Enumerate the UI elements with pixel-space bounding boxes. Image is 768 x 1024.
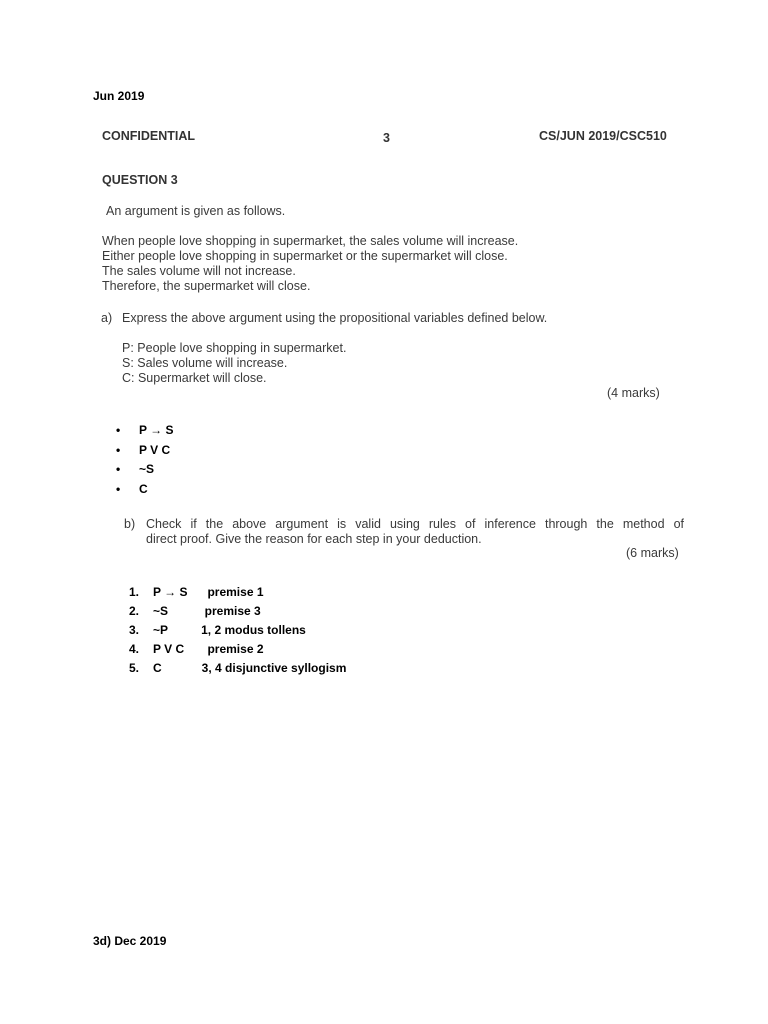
variable-p: P: People love shopping in supermarket. xyxy=(122,341,347,355)
variable-s: S: Sales volume will increase. xyxy=(122,356,288,370)
argument-line: Either people love shopping in supermarket or the supermarket will close. xyxy=(102,249,508,263)
argument-line: When people love shopping in supermarket, the sales volume will increase. xyxy=(102,234,519,248)
answer-a-list xyxy=(116,421,174,499)
header-confidential: CONFIDENTIAL xyxy=(102,129,196,143)
part-b-text-line2: direct proof. Give the reason for each step in your deduction. xyxy=(146,532,482,546)
list-item: • P → S xyxy=(116,423,174,437)
part-b-marks: (6 marks) xyxy=(626,546,679,560)
proof-step: 3. ~P 1, 2 modus tollens xyxy=(129,623,306,637)
part-b-label: b) xyxy=(124,517,136,531)
part-a-marks: (4 marks) xyxy=(607,386,660,400)
part-b-text-line1: Check if the above argument is valid using rules of inference through the method of xyxy=(146,517,684,531)
proof-step: 5. C 3, 4 disjunctive syllogism xyxy=(129,661,347,675)
argument-line: The sales volume will not increase. xyxy=(102,264,296,278)
question-heading: QUESTION 3 xyxy=(102,173,178,187)
proof-step: 2. ~S premise 3 xyxy=(129,604,261,618)
date-label-top: Jun 2019 xyxy=(93,89,145,103)
part-a-label: a) xyxy=(101,311,113,325)
list-item: • C xyxy=(116,481,148,496)
header-page-number: 3 xyxy=(383,131,390,145)
list-item: • ~S xyxy=(116,462,155,476)
header-course-code: CS/JUN 2019/CSC510 xyxy=(539,129,667,143)
list-item: • P V C xyxy=(116,442,171,457)
date-label-bottom: 3d) Dec 2019 xyxy=(93,934,167,948)
proof-step: 1. P → S premise 1 xyxy=(129,585,264,599)
proof-step: 4. P V C premise 2 xyxy=(129,642,264,656)
argument-block xyxy=(102,234,572,294)
variable-c: C: Supermarket will close. xyxy=(122,371,267,385)
part-a-text: Express the above argument using the propositional variables defined below. xyxy=(122,311,548,325)
variable-definitions xyxy=(122,341,422,386)
answer-b-proof xyxy=(129,583,347,678)
intro-text: An argument is given as follows. xyxy=(106,204,286,218)
argument-line: Therefore, the supermarket will close. xyxy=(102,279,311,293)
